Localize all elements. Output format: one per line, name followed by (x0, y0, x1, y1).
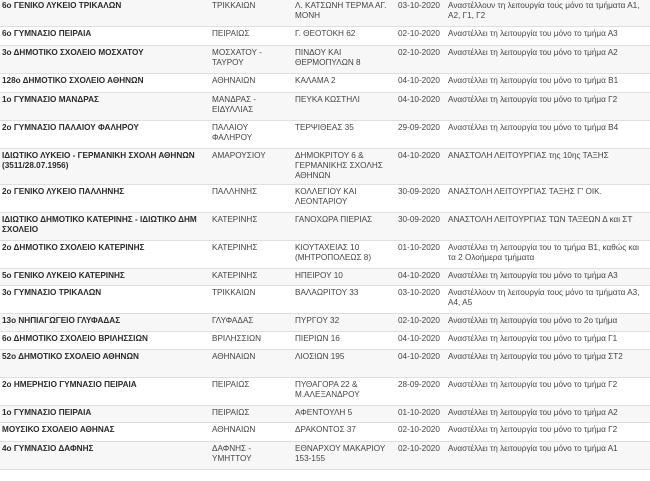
date-cell: 02-10-2020 (396, 441, 446, 469)
table-row (0, 73, 650, 92)
suspension-note-cell: Αναστέλλει τη λειτουργία του μόνο το τμήμα Γ2 (446, 422, 650, 441)
table-row (0, 0, 650, 26)
school-name-cell: 2ο ΓΕΝΙΚΟ ΛΥΚΕΙΟ ΠΑΛΛΗΝΗΣ (0, 184, 210, 212)
school-name-cell: 4ο ΓΥΜΝΑΣΙΟ ΔΑΦΝΗΣ (0, 441, 210, 469)
municipality-cell: ΠΕΙΡΑΙΩΣ (210, 405, 293, 422)
date-cell: 02-10-2020 (396, 422, 446, 441)
municipality-cell: ΒΡΙΛΗΣΣΙΩΝ (210, 331, 293, 349)
school-name-cell: 1ο ΓΥΜΝΑΣΙΟ ΠΕΙΡΑΙΑ (0, 405, 210, 422)
suspension-note-cell: Αναστέλλει τη λειτουργία του μόνο το 2ο τμήμα (446, 313, 650, 331)
suspension-note-cell: ΑΝΑΣΤΟΛΗ ΛΕΙΤΟΥΡΓΙΑΣ ΤΑΞΗΣ Γ' ΟΙΚ. (446, 184, 650, 212)
address-cell: ΠΙΕΡΙΩΝ 16 (293, 331, 396, 349)
municipality-cell: ΠΕΙΡΑΙΩΣ (210, 377, 293, 405)
table-row (0, 331, 650, 349)
address-cell: ΠΥΘΑΓΟΡΑ 22 & Μ.ΑΛΕΞΑΝΔΡΟΥ (293, 377, 396, 405)
school-name-cell: ΜΟΥΣΙΚΟ ΣΧΟΛΕΙΟ ΑΘΗΝΑΣ (0, 422, 210, 441)
table-row (0, 240, 650, 268)
suspension-note-cell: Αναστέλλει τη λειτουργία του μόνο το τμήμα Β1 (446, 73, 650, 92)
suspension-note-cell: Αναστέλλουν τη λειτουργία τους μόνο τα τμήματα Α3, Α4, Α5 (446, 285, 650, 313)
date-cell: 30-09-2020 (396, 212, 446, 240)
municipality-cell: ΚΑΤΕΡΙΝΗΣ (210, 268, 293, 285)
table-row (0, 212, 650, 240)
suspension-note-cell: Αναστέλλουν τη λειτουργία τους μόνο τα τμήματα Α1, Α2, Γ1, Γ2 (446, 0, 650, 26)
school-name-cell: 2ο ΔΗΜΟΤΙΚΟ ΣΧΟΛΕΙΟ ΚΑΤΕΡΙΝΗΣ (0, 240, 210, 268)
date-cell: 30-09-2020 (396, 184, 446, 212)
table-row (0, 422, 650, 441)
school-name-cell: 6ο ΔΗΜΟΤΙΚΟ ΣΧΟΛΕΙΟ ΒΡΙΛΗΣΣΙΩΝ (0, 331, 210, 349)
municipality-cell: ΤΡΙΚΚΑΙΩΝ (210, 0, 293, 26)
suspension-note-cell: Αναστέλλει τη λειτουργία του μόνο το τμήμα Α1 (446, 441, 650, 469)
municipality-cell: ΚΑΤΕΡΙΝΗΣ (210, 212, 293, 240)
date-cell: 04-10-2020 (396, 349, 446, 377)
address-cell: ΠΕΥΚΑ ΚΩΣΤΗΛΙ (293, 92, 396, 120)
municipality-cell: ΚΑΤΕΡΙΝΗΣ (210, 240, 293, 268)
address-cell: ΔΡΑΚΟΝΤΟΣ 37 (293, 422, 396, 441)
municipality-cell: ΠΑΛΛΗΝΗΣ (210, 184, 293, 212)
address-cell: ΚΙΟΥΤΑΧΕΙΑΣ 10 (ΜΗΤΡΟΠΟΛΕΩΣ 8) (293, 240, 396, 268)
table-row (0, 45, 650, 73)
suspension-note-cell: Αναστέλλει τη λειτουργία του μόνο το τμήμα Γ2 (446, 377, 650, 405)
suspension-note-cell: Αναστέλλει τη λειτουργία του μόνο το τμήμα Β4 (446, 120, 650, 148)
school-name-cell: 52ο ΔΗΜΟΤΙΚΟ ΣΧΟΛΕΙΟ ΑΘΗΝΩΝ (0, 349, 210, 377)
suspension-note-cell: ΑΝΑΣΤΟΛΗ ΛΕΙΤΟΥΡΓΙΑΣ της 10ης ΤΑΞΗΣ (446, 148, 650, 184)
municipality-cell: ΤΡΙΚΚΑΙΩΝ (210, 285, 293, 313)
address-cell: ΤΕΡΨΙΘΕΑΣ 35 (293, 120, 396, 148)
municipality-cell: ΜΑΝΔΡΑΣ - ΕΙΔΥΛΛΙΑΣ (210, 92, 293, 120)
municipality-cell: ΠΑΛΑΙΟΥ ΦΑΛΗΡΟΥ (210, 120, 293, 148)
table-row (0, 184, 650, 212)
table-row (0, 405, 650, 422)
suspension-note-cell: Αναστέλλει τη λειτουργία του μόνο το τμήμα Α2 (446, 405, 650, 422)
table-row (0, 377, 650, 405)
address-cell: ΕΘΝΑΡΧΟΥ ΜΑΚΑΡΙΟΥ 153-155 (293, 441, 396, 469)
municipality-cell: ΓΛΥΦΑΔΑΣ (210, 313, 293, 331)
suspension-note-cell: Αναστέλλει τη λειτουργία του το τμήμα Β1, καθώς και τα 2 Ολοήμερα τμήματα (446, 240, 650, 268)
school-name-cell: 3ο ΓΥΜΝΑΣΙΟ ΤΡΙΚΑΛΩΝ (0, 285, 210, 313)
municipality-cell: ΑΘΗΝΑΙΩΝ (210, 349, 293, 377)
suspension-note-cell: Αναστέλλει τη λειτουργία του μόνο το τμήμα ΣΤ2 (446, 349, 650, 377)
address-cell: ΚΑΛΑΜΑ 2 (293, 73, 396, 92)
address-cell: ΑΦΕΝΤΟΥΛΗ 5 (293, 405, 396, 422)
address-cell: Λ. ΚΑΤΣΩΝΗ ΤΕΡΜΑ ΑΓ. ΜΟΝΗ (293, 0, 396, 26)
date-cell: 04-10-2020 (396, 268, 446, 285)
date-cell: 01-10-2020 (396, 405, 446, 422)
date-cell: 01-10-2020 (396, 240, 446, 268)
date-cell: 04-10-2020 (396, 92, 446, 120)
school-name-cell: 128ο ΔΗΜΟΤΙΚΟ ΣΧΟΛΕΙΟ ΑΘΗΝΩΝ (0, 73, 210, 92)
school-name-cell: 6ο ΓΕΝΙΚΟ ΛΥΚΕΙΟ ΤΡΙΚΑΛΩΝ (0, 0, 210, 26)
municipality-cell: ΑΘΗΝΑΙΩΝ (210, 73, 293, 92)
school-name-cell: 2ο ΓΥΜΝΑΣΙΟ ΠΑΛΑΙΟΥ ΦΑΛΗΡΟΥ (0, 120, 210, 148)
address-cell: ΠΙΝΔΟΥ ΚΑΙ ΘΕΡΜΟΠΥΛΩΝ 8 (293, 45, 396, 73)
date-cell: 29-09-2020 (396, 120, 446, 148)
suspension-note-cell: Αναστέλλει τη λειτουργία του μόνο το τμήμα Γ2 (446, 92, 650, 120)
school-name-cell: ΙΔΙΩΤΙΚΟ ΔΗΜΟΤΙΚΟ ΚΑΤΕΡΙΝΗΣ - ΙΔΙΩΤΙΚΟ ΔΗΜ ΣΧΟΛΕΙΟ (0, 212, 210, 240)
date-cell: 03-10-2020 (396, 0, 446, 26)
date-cell: 02-10-2020 (396, 26, 446, 45)
school-name-cell: ΙΔΙΩΤΙΚΟ ΛΥΚΕΙΟ - ΓΕΡΜΑΝΙΚΗ ΣΧΟΛΗ ΑΘΗΝΩΝ (3511/28.07.1956) (0, 148, 210, 184)
table-row (0, 268, 650, 285)
table-row (0, 313, 650, 331)
municipality-cell: ΑΜΑΡΟΥΣΙΟΥ (210, 148, 293, 184)
suspension-note-cell: ΑΝΑΣΤΟΛΗ ΛΕΙΤΟΥΡΓΙΑΣ ΤΩΝ ΤΑΞΕΩΝ Δ και ΣΤ (446, 212, 650, 240)
school-name-cell: 2ο ΗΜΕΡΗΣΙΟ ΓΥΜΝΑΣΙΟ ΠΕΙΡΑΙΑ (0, 377, 210, 405)
table-row (0, 441, 650, 469)
table-row (0, 349, 650, 377)
municipality-cell: ΔΑΦΝΗΣ - ΥΜΗΤΤΟΥ (210, 441, 293, 469)
address-cell: Γ. ΘΕΟΤΟΚΗ 62 (293, 26, 396, 45)
school-name-cell: 13ο ΝΗΠΙΑΓΩΓΕΙΟ ΓΛΥΦΑΔΑΣ (0, 313, 210, 331)
school-name-cell: 1ο ΓΥΜΝΑΣΙΟ ΜΑΝΔΡΑΣ (0, 92, 210, 120)
date-cell: 04-10-2020 (396, 331, 446, 349)
address-cell: ΔΗΜΟΚΡΙΤΟΥ 6 & ΓΕΡΜΑΝΙΚΗΣ ΣΧΟΛΗΣ ΑΘΗΝΩΝ (293, 148, 396, 184)
date-cell: 28-09-2020 (396, 377, 446, 405)
table-row (0, 92, 650, 120)
address-cell: ΒΑΛΑΩΡΙΤΟΥ 33 (293, 285, 396, 313)
date-cell: 02-10-2020 (396, 45, 446, 73)
address-cell: ΛΙΟΣΙΩΝ 195 (293, 349, 396, 377)
suspension-note-cell: Αναστέλλει τη λειτουργία του μόνο το τμήμα Α3 (446, 26, 650, 45)
municipality-cell: ΑΘΗΝΑΙΩΝ (210, 422, 293, 441)
school-name-cell: 3ο ΔΗΜΟΤΙΚΟ ΣΧΟΛΕΙΟ ΜΟΣΧΑΤΟΥ (0, 45, 210, 73)
table-row (0, 120, 650, 148)
address-cell: ΠΥΡΓΟΥ 32 (293, 313, 396, 331)
suspension-note-cell: Αναστέλλει τη λειτουργία του μόνο το τμήμα Α2 (446, 45, 650, 73)
date-cell: 03-10-2020 (396, 285, 446, 313)
table-row (0, 285, 650, 313)
date-cell: 02-10-2020 (396, 313, 446, 331)
date-cell: 04-10-2020 (396, 148, 446, 184)
suspension-note-cell: Αναστέλλει τη λειτουργία του μόνο το τμήμα Α3 (446, 268, 650, 285)
school-name-cell: 6ο ΓΥΜΝΑΣΙΟ ΠΕΙΡΑΙΑ (0, 26, 210, 45)
school-name-cell: 5ο ΓΕΝΙΚΟ ΛΥΚΕΙΟ ΚΑΤΕΡΙΝΗΣ (0, 268, 210, 285)
date-cell: 04-10-2020 (396, 73, 446, 92)
table-row (0, 148, 650, 184)
municipality-cell: ΜΟΣΧΑΤΟΥ - ΤΑΥΡΟΥ (210, 45, 293, 73)
address-cell: ΗΠΕΙΡΟΥ 10 (293, 268, 396, 285)
address-cell: ΚΟΛΛΕΓΙΟΥ ΚΑΙ ΛΕΟΝΤΑΡΙΟΥ (293, 184, 396, 212)
municipality-cell: ΠΕΙΡΑΙΩΣ (210, 26, 293, 45)
suspension-note-cell: Αναστέλλει τη λειτουργία του μόνο το τμήμα Γ1 (446, 331, 650, 349)
address-cell: ΓΑΝΟΧΩΡΑ ΠΙΕΡΙΑΣ (293, 212, 396, 240)
table-row (0, 26, 650, 45)
